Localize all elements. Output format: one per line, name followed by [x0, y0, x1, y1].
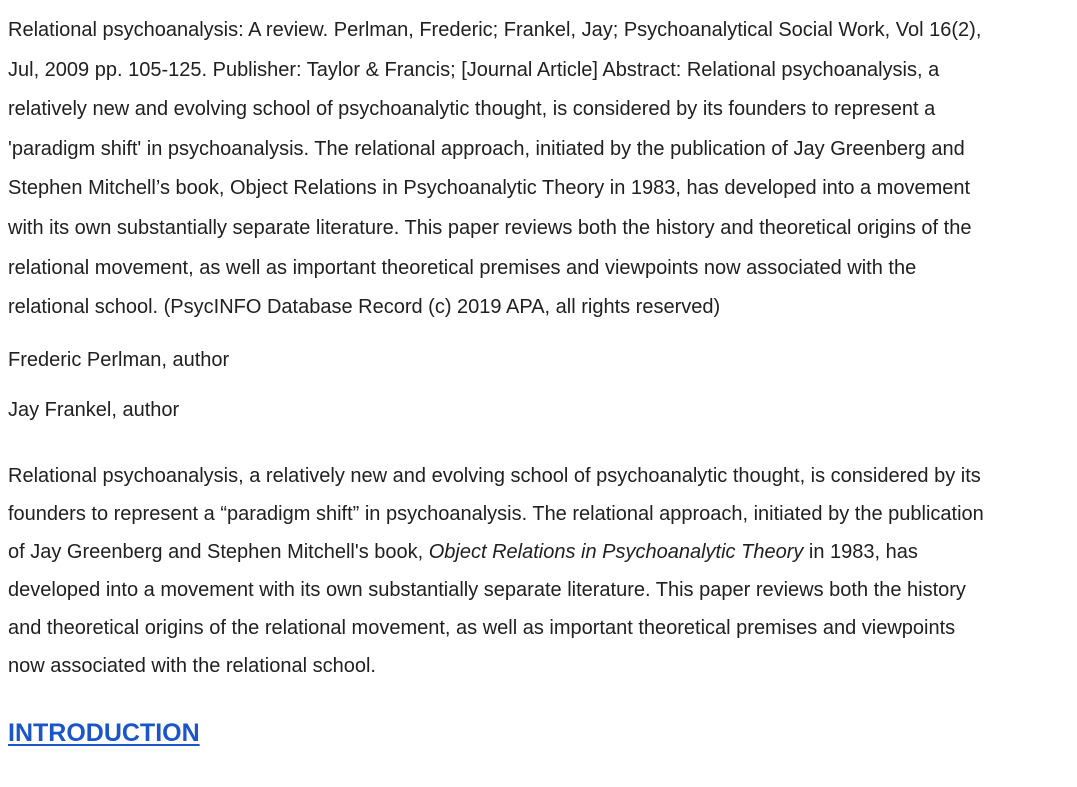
citation-line: relational school. (PsycINFO Database Record (c) 2019 APA, all rights reserved) — [8, 296, 721, 319]
citation-line: Stephen Mitchell’s book, Object Relations in Psychoanalytic Theory in 1983, has developed into a movement — [8, 177, 971, 200]
introduction-heading-link[interactable]: INTRODUCTION — [8, 719, 200, 747]
abstract-line: developed into a movement with its own substantially separate literature. This paper reviews both the history — [8, 578, 966, 601]
citation-line: relational movement, as well as important theoretical premises and viewpoints now associated with the — [8, 256, 917, 279]
author-jay-frankel: Jay Frankel, author — [8, 398, 180, 421]
citation-line: relatively new and evolving school of psychoanalytic thought, is considered by its founders to represent a — [8, 98, 936, 121]
abstract-line: founders to represent a “paradigm shift” in psychoanalysis. The relational approach, initiated by the publication — [8, 502, 984, 525]
citation-record — [8, 0, 1077, 328]
abstract-line: now associated with the relational school. — [8, 654, 376, 677]
citation-line: 'paradigm shift' in psychoanalysis. The relational approach, initiated by the publication of Jay Greenberg and — [8, 137, 965, 160]
author-frederic-perlman: Frederic Perlman, author — [8, 348, 230, 371]
citation-line: with its own substantially separate literature. This paper reviews both the history and theoretical origins of the — [8, 216, 972, 239]
abstract-paragraph — [8, 457, 1077, 685]
document-page — [8, 0, 1077, 747]
abstract-line: Relational psychoanalysis, a relatively new and evolving school of psychoanalytic thought, is considered by its — [8, 464, 981, 487]
abstract-text: of Jay Greenberg and Stephen Mitchell's book, — [8, 540, 429, 563]
abstract-line: and theoretical origins of the relational movement, as well as important theoretical premises and viewpoints — [8, 616, 956, 639]
book-title: Object Relations in Psychoanalytic Theory — [428, 540, 804, 563]
citation-line: Jul, 2009 pp. 105-125. Publisher: Taylor & Francis; [Journal Article] Abstract: Relational psychoanalysis, a — [8, 58, 940, 81]
abstract-text: in 1983, has — [803, 540, 918, 563]
abstract-line — [8, 533, 1077, 571]
citation-line: Relational psychoanalysis: A review. Perlman, Frederic; Frankel, Jay; Psychoanalytical Social Work, Vol 16(2), — [8, 19, 982, 41]
